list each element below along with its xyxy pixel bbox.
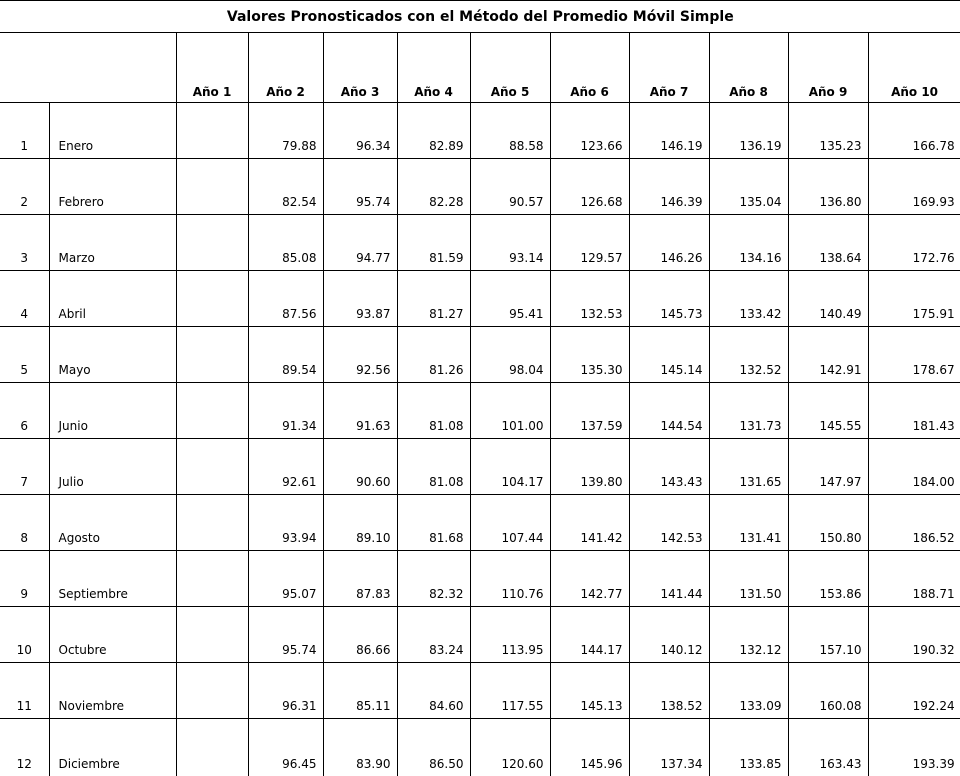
column-header-1: Año 1: [176, 33, 248, 103]
value-cell: 145.96: [550, 719, 629, 776]
column-header-6: Año 6: [550, 33, 629, 103]
value-cell: 141.44: [629, 551, 709, 607]
value-cell: 91.34: [248, 383, 323, 439]
value-cell: 132.12: [709, 607, 788, 663]
value-cell: 82.54: [248, 159, 323, 215]
value-cell: 95.74: [248, 607, 323, 663]
header-blank-cell: [0, 33, 176, 103]
value-cell: 132.53: [550, 271, 629, 327]
table-row: [0, 103, 960, 159]
table-row: [0, 719, 960, 776]
value-cell: 96.45: [248, 719, 323, 776]
value-cell: 131.65: [709, 439, 788, 495]
value-cell: 146.39: [629, 159, 709, 215]
value-cell: 146.19: [629, 103, 709, 159]
value-cell: 117.55: [470, 663, 550, 719]
month-cell: Julio: [49, 439, 176, 495]
value-cell: 120.60: [470, 719, 550, 776]
value-cell: 83.90: [323, 719, 397, 776]
value-cell: 93.94: [248, 495, 323, 551]
table-title: Valores Pronosticados con el Método del Promedio Móvil Simple: [0, 1, 960, 33]
value-cell: [176, 607, 248, 663]
value-cell: 137.34: [629, 719, 709, 776]
value-cell: 133.42: [709, 271, 788, 327]
value-cell: 82.28: [397, 159, 470, 215]
value-cell: [176, 215, 248, 271]
value-cell: 145.14: [629, 327, 709, 383]
value-cell: 136.19: [709, 103, 788, 159]
value-cell: 86.66: [323, 607, 397, 663]
month-cell: Octubre: [49, 607, 176, 663]
table-row: [0, 663, 960, 719]
value-cell: [176, 439, 248, 495]
value-cell: 85.11: [323, 663, 397, 719]
value-cell: 79.88: [248, 103, 323, 159]
value-cell: [176, 159, 248, 215]
value-cell: 147.97: [788, 439, 868, 495]
column-header-5: Año 5: [470, 33, 550, 103]
value-cell: 138.52: [629, 663, 709, 719]
value-cell: 96.34: [323, 103, 397, 159]
value-cell: 89.10: [323, 495, 397, 551]
month-cell: Septiembre: [49, 551, 176, 607]
value-cell: 145.73: [629, 271, 709, 327]
column-header-row: [0, 33, 960, 103]
column-header-2: Año 2: [248, 33, 323, 103]
value-cell: [176, 551, 248, 607]
value-cell: 139.80: [550, 439, 629, 495]
month-cell: Junio: [49, 383, 176, 439]
table-row: [0, 439, 960, 495]
value-cell: 142.91: [788, 327, 868, 383]
value-cell: 95.74: [323, 159, 397, 215]
value-cell: 123.66: [550, 103, 629, 159]
value-cell: 81.59: [397, 215, 470, 271]
month-cell: Abril: [49, 271, 176, 327]
value-cell: 178.67: [868, 327, 960, 383]
row-number-cell: 3: [0, 215, 49, 271]
value-cell: 144.54: [629, 383, 709, 439]
value-cell: [176, 663, 248, 719]
value-cell: 175.91: [868, 271, 960, 327]
value-cell: 91.63: [323, 383, 397, 439]
value-cell: [176, 719, 248, 776]
value-cell: 143.43: [629, 439, 709, 495]
table-row: [0, 159, 960, 215]
value-cell: 93.87: [323, 271, 397, 327]
value-cell: 93.14: [470, 215, 550, 271]
value-cell: 86.50: [397, 719, 470, 776]
value-cell: 82.89: [397, 103, 470, 159]
value-cell: 135.23: [788, 103, 868, 159]
value-cell: 131.73: [709, 383, 788, 439]
table-row: [0, 607, 960, 663]
value-cell: 134.16: [709, 215, 788, 271]
value-cell: 169.93: [868, 159, 960, 215]
value-cell: 88.58: [470, 103, 550, 159]
table-row: [0, 271, 960, 327]
value-cell: 140.12: [629, 607, 709, 663]
month-cell: Febrero: [49, 159, 176, 215]
value-cell: 157.10: [788, 607, 868, 663]
value-cell: 81.08: [397, 439, 470, 495]
table-row: [0, 495, 960, 551]
value-cell: 140.49: [788, 271, 868, 327]
value-cell: 146.26: [629, 215, 709, 271]
value-cell: 131.50: [709, 551, 788, 607]
value-cell: 138.64: [788, 215, 868, 271]
value-cell: 81.08: [397, 383, 470, 439]
value-cell: 184.00: [868, 439, 960, 495]
month-cell: Diciembre: [49, 719, 176, 776]
value-cell: 87.83: [323, 551, 397, 607]
row-number-cell: 12: [0, 719, 49, 776]
value-cell: 131.41: [709, 495, 788, 551]
value-cell: 95.07: [248, 551, 323, 607]
value-cell: 83.24: [397, 607, 470, 663]
value-cell: 132.52: [709, 327, 788, 383]
value-cell: 133.09: [709, 663, 788, 719]
value-cell: [176, 383, 248, 439]
value-cell: 166.78: [868, 103, 960, 159]
value-cell: 81.26: [397, 327, 470, 383]
row-number-cell: 5: [0, 327, 49, 383]
value-cell: 133.85: [709, 719, 788, 776]
month-cell: Noviembre: [49, 663, 176, 719]
value-cell: 90.57: [470, 159, 550, 215]
table-body: [0, 103, 960, 776]
value-cell: [176, 495, 248, 551]
value-cell: 101.00: [470, 383, 550, 439]
value-cell: 186.52: [868, 495, 960, 551]
value-cell: 110.76: [470, 551, 550, 607]
column-header-8: Año 8: [709, 33, 788, 103]
value-cell: 92.61: [248, 439, 323, 495]
month-cell: Marzo: [49, 215, 176, 271]
row-number-cell: 10: [0, 607, 49, 663]
title-row: [0, 1, 960, 33]
value-cell: 142.53: [629, 495, 709, 551]
row-number-cell: 7: [0, 439, 49, 495]
column-header-9: Año 9: [788, 33, 868, 103]
row-number-cell: 1: [0, 103, 49, 159]
value-cell: 193.39: [868, 719, 960, 776]
value-cell: 163.43: [788, 719, 868, 776]
value-cell: 142.77: [550, 551, 629, 607]
month-cell: Agosto: [49, 495, 176, 551]
value-cell: 98.04: [470, 327, 550, 383]
value-cell: 137.59: [550, 383, 629, 439]
column-header-4: Año 4: [397, 33, 470, 103]
value-cell: 87.56: [248, 271, 323, 327]
value-cell: 188.71: [868, 551, 960, 607]
value-cell: [176, 327, 248, 383]
value-cell: 135.04: [709, 159, 788, 215]
column-header-3: Año 3: [323, 33, 397, 103]
value-cell: 145.13: [550, 663, 629, 719]
value-cell: 92.56: [323, 327, 397, 383]
value-cell: 89.54: [248, 327, 323, 383]
value-cell: 160.08: [788, 663, 868, 719]
row-number-cell: 6: [0, 383, 49, 439]
table-row: [0, 551, 960, 607]
value-cell: 129.57: [550, 215, 629, 271]
value-cell: 95.41: [470, 271, 550, 327]
value-cell: 94.77: [323, 215, 397, 271]
row-number-cell: 8: [0, 495, 49, 551]
value-cell: 107.44: [470, 495, 550, 551]
row-number-cell: 4: [0, 271, 49, 327]
value-cell: 190.32: [868, 607, 960, 663]
column-header-7: Año 7: [629, 33, 709, 103]
value-cell: 113.95: [470, 607, 550, 663]
value-cell: 104.17: [470, 439, 550, 495]
row-number-cell: 9: [0, 551, 49, 607]
value-cell: 85.08: [248, 215, 323, 271]
value-cell: 96.31: [248, 663, 323, 719]
value-cell: 81.27: [397, 271, 470, 327]
month-cell: Mayo: [49, 327, 176, 383]
column-header-10: Año 10: [868, 33, 960, 103]
row-number-cell: 2: [0, 159, 49, 215]
month-cell: Enero: [49, 103, 176, 159]
value-cell: 192.24: [868, 663, 960, 719]
value-cell: [176, 271, 248, 327]
value-cell: [176, 103, 248, 159]
value-cell: 84.60: [397, 663, 470, 719]
table-row: [0, 215, 960, 271]
value-cell: 82.32: [397, 551, 470, 607]
value-cell: 145.55: [788, 383, 868, 439]
value-cell: 150.80: [788, 495, 868, 551]
value-cell: 81.68: [397, 495, 470, 551]
value-cell: 172.76: [868, 215, 960, 271]
value-cell: 135.30: [550, 327, 629, 383]
value-cell: 90.60: [323, 439, 397, 495]
table-row: [0, 327, 960, 383]
value-cell: 153.86: [788, 551, 868, 607]
row-number-cell: 11: [0, 663, 49, 719]
value-cell: 136.80: [788, 159, 868, 215]
table-row: [0, 383, 960, 439]
value-cell: 141.42: [550, 495, 629, 551]
value-cell: 181.43: [868, 383, 960, 439]
value-cell: 126.68: [550, 159, 629, 215]
value-cell: 144.17: [550, 607, 629, 663]
